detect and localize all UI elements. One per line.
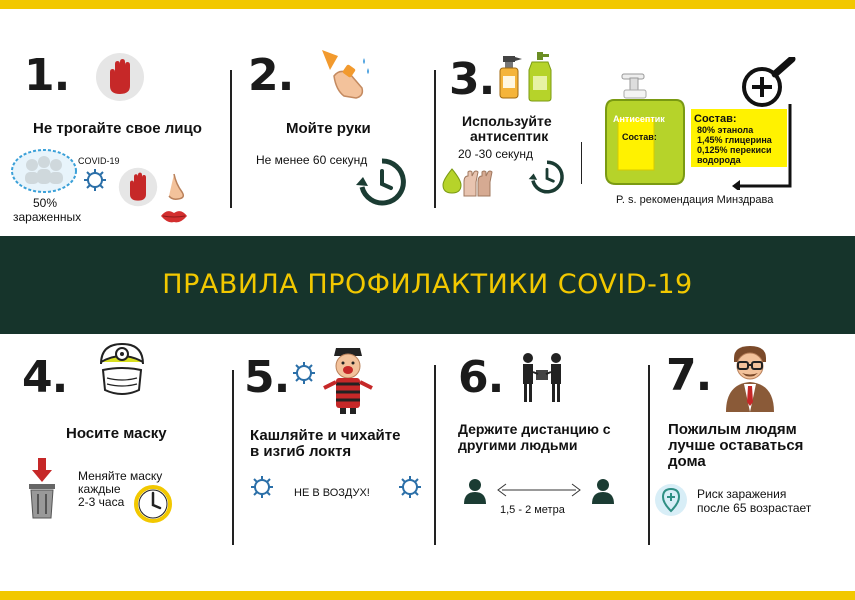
rule-3-number: 3. — [449, 54, 495, 105]
timer-icon — [355, 155, 409, 209]
rule-1-number: 1. — [24, 50, 70, 101]
rule-1-percent: 50% — [33, 196, 58, 210]
composition-line-3: 0,125% перекиси — [697, 145, 772, 155]
divider-3-inner — [581, 142, 582, 184]
sanitizer-pump-bottle — [600, 70, 690, 186]
rule-5-title-line2: в изгиб локтя — [250, 443, 352, 460]
rule-7-hint-line1: Риск заражения — [697, 487, 787, 501]
rule-6-distance: 1,5 - 2 метра — [500, 504, 565, 516]
nose-icon — [164, 172, 186, 202]
virus-icon — [83, 168, 107, 192]
divider-2-3 — [434, 70, 436, 208]
mask-face-icon — [95, 340, 149, 400]
virus-icon-4 — [398, 475, 422, 499]
rule-4-hint-line3: 2-3 часа — [78, 495, 125, 509]
rule-4-hint-line2: каждые — [78, 482, 121, 496]
pointer-arrow — [730, 104, 794, 190]
rule-4-title: Носите маску — [66, 425, 167, 442]
washing-hands-icon — [318, 46, 372, 106]
rule-2-title: Мойте руки — [286, 120, 371, 137]
rule-6-title-line1: Держите дистанцию с — [458, 421, 611, 437]
composition-line-1: 80% этанола — [697, 125, 754, 135]
rule-6-title-line2: другими людьми — [458, 437, 578, 453]
elderly-man-icon — [718, 342, 782, 414]
rule-2-number: 2. — [248, 50, 294, 101]
person-left-icon — [463, 478, 487, 504]
spray-bottle-icon — [498, 54, 524, 100]
sneezing-person-icon — [320, 344, 376, 416]
stop-hand-small-icon — [118, 167, 158, 207]
banner-title: ПРАВИЛА ПРОФИЛАКТИКИ COVID-19 — [162, 269, 693, 300]
rule-1-virus-label: COVID-19 — [78, 156, 120, 166]
rule-5-title-line1: Кашляйте и чихайте — [250, 427, 401, 444]
distance-people-icon — [520, 352, 564, 404]
rule-3-title-line1: Используйте — [462, 113, 552, 129]
risk-location-icon — [654, 483, 688, 517]
composition-heading: Состав: — [694, 113, 737, 125]
divider-1-2 — [230, 70, 232, 208]
divider-4-5 — [232, 370, 234, 545]
rule-4-hint-line1: Меняйте маску — [78, 469, 163, 483]
crowd-icon — [10, 148, 78, 194]
rule-1-title: Не трогайте свое лицо — [33, 120, 202, 137]
bottle-sublabel: Состав: — [622, 132, 657, 142]
distance-arrow — [496, 483, 582, 497]
divider-5-6 — [434, 365, 436, 545]
rule-2-duration: Не менее 60 секунд — [256, 153, 368, 167]
minzdrav-note: P. s. рекомендация Минздрава — [616, 194, 774, 206]
sanitizer-bottle-icon — [527, 52, 553, 102]
person-right-icon — [591, 478, 615, 504]
divider-6-7 — [648, 365, 650, 545]
rule-4-number: 4. — [22, 352, 68, 403]
virus-icon-3 — [250, 475, 274, 499]
virus-icon-2 — [292, 361, 316, 385]
rule-7-hint-line2: после 65 возрастает — [697, 501, 812, 515]
stop-hand-icon — [95, 52, 145, 102]
bottom-stripe — [0, 591, 855, 600]
lips-icon — [160, 208, 188, 224]
bottle-label: Антисептик — [613, 114, 665, 124]
rule-1-infected-label: зараженных — [13, 210, 82, 224]
trash-bin-icon — [28, 458, 56, 520]
gloves-icon — [460, 168, 496, 198]
top-stripe — [0, 0, 855, 9]
composition-line-2: 1,45% глицерина — [697, 135, 772, 145]
rule-6-number: 6. — [458, 352, 504, 403]
title-banner — [0, 236, 855, 334]
rule-3-duration: 20 -30 секунд — [458, 147, 534, 161]
rule-5-hint: НЕ В ВОЗДУХ! — [294, 487, 370, 499]
rule-7-number: 7. — [666, 350, 712, 401]
composition-line-4: водорода — [697, 155, 741, 165]
rule-7-title-line3: дома — [668, 453, 706, 470]
rule-7-title-line2: лучше оставаться — [668, 437, 804, 454]
rule-3-title-line2: антисептик — [470, 128, 549, 144]
rule-5-number: 5. — [244, 352, 290, 403]
clock-icon — [133, 484, 173, 524]
timer-small-icon — [528, 158, 566, 196]
rule-7-title-line1: Пожилым людям — [668, 421, 797, 438]
